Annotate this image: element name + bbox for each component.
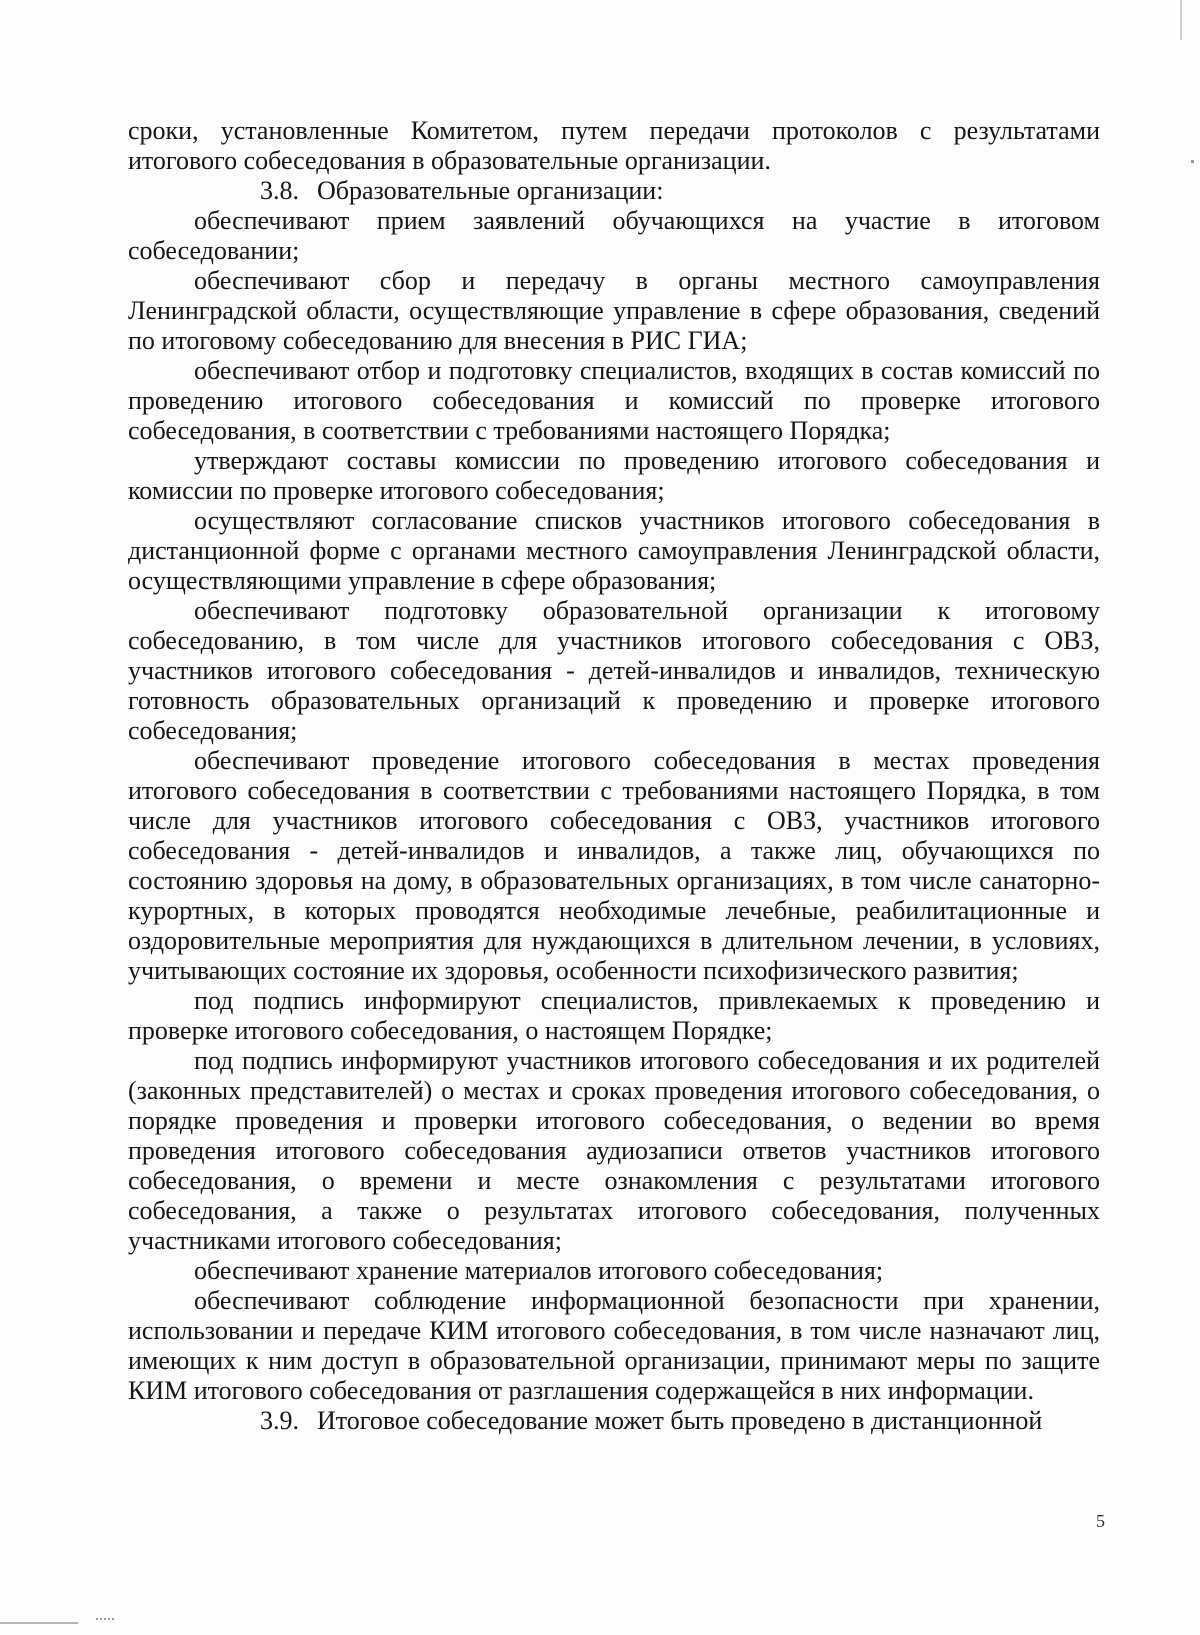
paragraph-text: утверждают составы комиссии по проведению итогового собеседования и комиссии по проверке итогового собеседования;	[128, 446, 1100, 505]
page-number: 5	[1096, 1511, 1105, 1531]
scan-edge-mark	[1180, 0, 1182, 40]
paragraph	[128, 1286, 1100, 1406]
paragraph-text: под подпись информируют специалистов, привлекаемых к проведению и проверке итогового собеседования, о настоящем Порядке;	[128, 986, 1100, 1045]
section-3-9-heading	[128, 1406, 1100, 1436]
paragraph-text: обеспечивают хранение материалов итогового собеседования;	[194, 1256, 884, 1285]
paragraph	[128, 266, 1100, 356]
paragraph-text: обеспечивают соблюдение информационной безопасности при хранении, использовании и передаче КИМ итогового собеседования, в том числе назначают лиц, имеющих к ним доступ в образовательной организации, принимают меры по защите КИМ итогового собеседования от разглашения содержащейся в них информации.	[128, 1286, 1100, 1405]
document-body	[128, 116, 1100, 1436]
section-number: 3.8.	[260, 176, 299, 205]
paragraph-continuation	[128, 116, 1100, 176]
scan-speck	[1191, 160, 1194, 163]
paragraph-text: обеспечивают проведение итогового собеседования в местах проведения итогового собеседования в соответствии с требованиями настоящего Порядка, в том числе для участников итогового собеседования с ОВЗ, участников итогового собеседования - детей-инвалидов и инвалидов, а также лиц, обучающихся по состоянию здоровья на дому, в образовательных организациях, в том числе санаторно-курортных, в которых проводятся необходимые лечебные, реабилитационные и оздоровительные мероприятия для нуждающихся в длительном лечении, в условиях, учитывающих состояние их здоровья, особенности психофизического развития;	[128, 746, 1100, 985]
paragraph	[128, 986, 1100, 1046]
paragraph	[128, 206, 1100, 266]
paragraph	[128, 1256, 1100, 1286]
paragraph-text: под подпись информируют участников итогового собеседования и их родителей (законных представителей) о местах и сроках проведения итогового собеседования, о порядке проведения и проверки итогового собеседования, о ведении во время проведения итогового собеседования аудиозаписи ответов участников итогового собеседования, о времени и месте ознакомления с результатами итогового собеседования, а также о результатах итогового собеседования, полученных участниками итогового собеседования;	[128, 1046, 1100, 1255]
paragraph	[128, 446, 1100, 506]
paragraph	[128, 356, 1100, 446]
section-3-8-heading	[128, 176, 1100, 206]
paragraph	[128, 746, 1100, 986]
paragraph-text: Итоговое собеседование может быть проведено в дистанционной	[317, 1406, 1043, 1435]
paragraph-text: обеспечивают отбор и подготовку специалистов, входящих в состав комиссий по проведению итогового собеседования и комиссий по проверке итогового собеседования, в соответствии с требованиями настоящего Порядка;	[128, 356, 1100, 445]
paragraph-text: сроки, установленные Комитетом, путем передачи протоколов с результатами итогового собеседования в образовательные организации.	[128, 116, 1100, 175]
section-number: 3.9.	[260, 1406, 299, 1435]
paragraph	[128, 506, 1100, 596]
paragraph-text: осуществляют согласование списков участников итогового собеседования в дистанционной форме с органами местного самоуправления Ленинградской области, осуществляющими управление в сфере образования;	[128, 506, 1100, 595]
paragraph-text: обеспечивают прием заявлений обучающихся на участие в итоговом собеседовании;	[128, 206, 1100, 265]
paragraph	[128, 596, 1100, 746]
paragraph	[128, 1046, 1100, 1256]
scan-bottom-line	[0, 1622, 78, 1624]
paragraph-text: обеспечивают подготовку образовательной организации к итоговому собеседованию, в том числе для участников итогового собеседования с ОВЗ, участников итогового собеседования - детей-инвалидов и инвалидов, техническую готовность образовательных организаций к проведению и проверке итогового собеседования;	[128, 596, 1100, 745]
paragraph-text: Образовательные организации:	[317, 176, 664, 205]
paragraph-text: обеспечивают сбор и передачу в органы местного самоуправления Ленинградской области, осуществляющие управление в сфере образования, сведений по итоговому собеседованию для внесения в РИС ГИА;	[128, 266, 1100, 355]
scan-bottom-dots	[96, 1618, 114, 1624]
